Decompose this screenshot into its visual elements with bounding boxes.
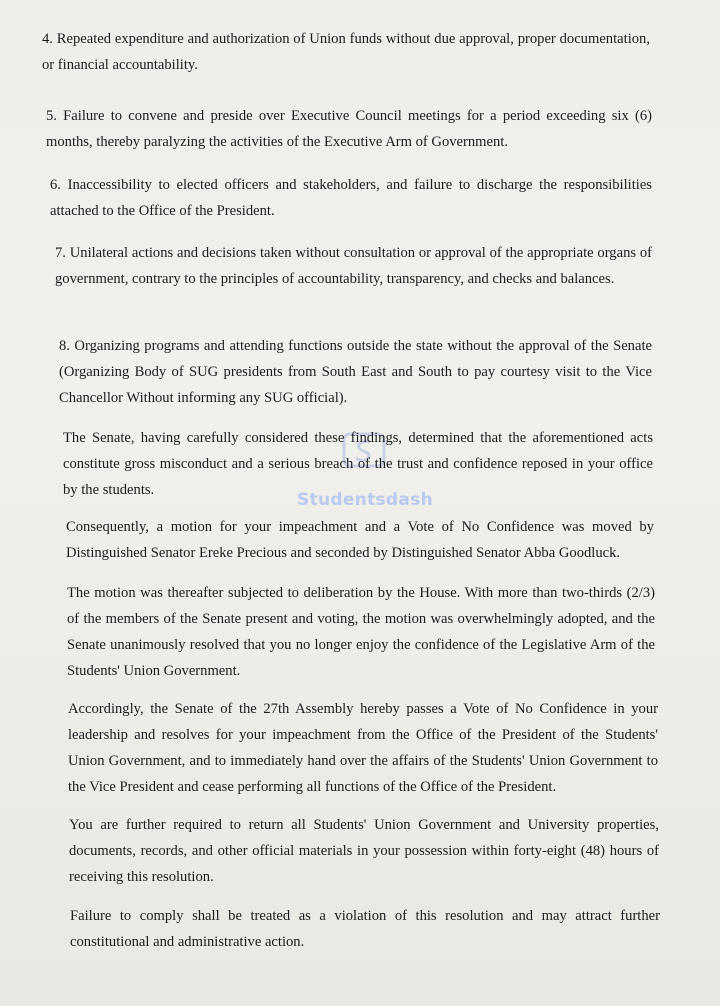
paragraph-return-properties: You are further required to return all Students' Union Government and University properties, documents, records, and other official materials in your possession within forty-eight (48) hours of receiving this resolution.: [69, 817, 659, 885]
paragraph-failure-to-comply: Failure to comply shall be treated as a violation of this resolution and may attract further constitutional and administrative action.: [70, 908, 660, 950]
paragraph-vote-of-no-confidence: Accordingly, the Senate of the 27th Assembly hereby passes a Vote of No Confidence in your leadership and resolves for your impeachment from the Office of the President of the Students' Union Government, and to immediately hand over the affairs of the Students' Union Government to the Vice President and cease performing all functions of the Office of the President.: [68, 701, 658, 795]
watermark-text: Studentsdash: [297, 490, 433, 510]
paragraph-item-5: 5. Failure to convene and preside over Executive Council meetings for a period exceeding six (6) months, thereby paralyzing the activities of the Executive Arm of Government.: [46, 108, 652, 150]
paragraph-item-4: 4. Repeated expenditure and authorization of Union funds without due approval, proper documentation, or financial accountability.: [42, 31, 650, 73]
paragraph-motion-adopted: The motion was thereafter subjected to deliberation by the House. With more than two-thirds (2/3) of the members of the Senate present and voting, the motion was overwhelmingly adopted, and the Senate unanimously resolved that you no longer enjoy the confidence of the Legislative Arm of the Students' Union Government.: [67, 585, 655, 679]
paragraph-findings: The Senate, having carefully considered these findings, determined that the aforementioned acts constitute gross misconduct and a serious breach of the trust and confidence reposed in your office by the students.: [63, 430, 653, 498]
paragraph-item-8: 8. Organizing programs and attending functions outside the state without the approval of the Senate (Organizing Body of SUG presidents from South East and South to pay courtesy visit to the Vice Chancellor Without informing any SUG official).: [59, 338, 652, 406]
paragraph-item-6: 6. Inaccessibility to elected officers and stakeholders, and failure to discharge the responsibilities attached to the Office of the President.: [50, 177, 652, 219]
paragraph-item-7: 7. Unilateral actions and decisions taken without consultation or approval of the appropriate organs of government, contrary to the principles of accountability, transparency, and checks and balances.: [55, 245, 652, 287]
paragraph-motion-moved: Consequently, a motion for your impeachment and a Vote of No Confidence was moved by Distinguished Senator Ereke Precious and seconded by Distinguished Senator Abba Goodluck.: [66, 519, 654, 561]
